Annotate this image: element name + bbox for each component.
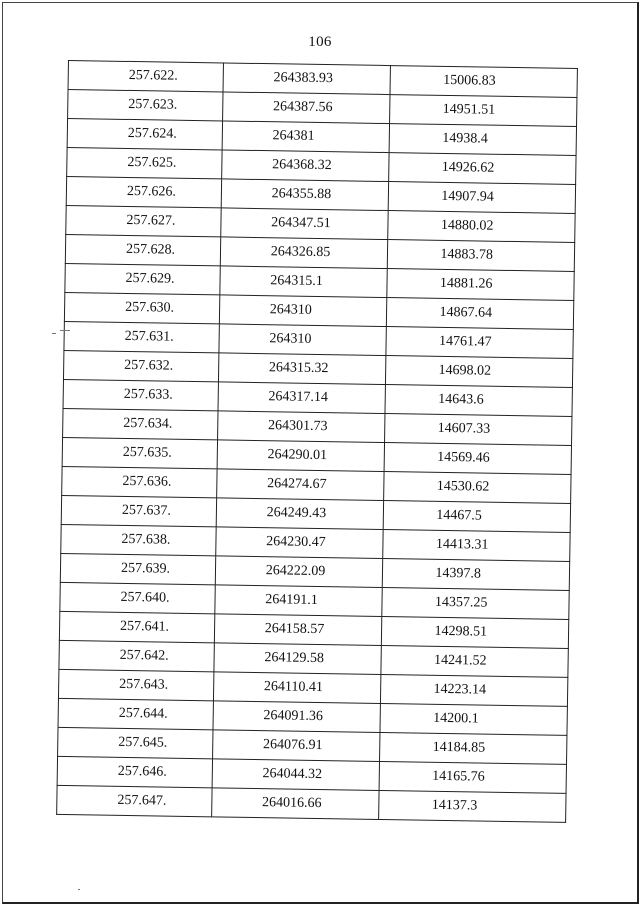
point-id-cell: 257.637. bbox=[61, 495, 216, 526]
x-coordinate-cell: 264387.56 bbox=[222, 92, 390, 124]
x-coordinate-cell: 264274.67 bbox=[216, 469, 384, 501]
point-id-cell: 257.625. bbox=[67, 147, 222, 178]
point-id-cell: 257.643. bbox=[58, 669, 213, 700]
y-coordinate-cell: 14951.51 bbox=[390, 95, 577, 127]
point-id-cell: 257.627. bbox=[66, 205, 221, 236]
point-id-cell: 257.644. bbox=[58, 698, 213, 729]
point-id-cell: 257.631. bbox=[64, 321, 219, 352]
y-coordinate-cell: 14137.3 bbox=[379, 790, 566, 822]
point-id-cell: 257.633. bbox=[63, 379, 218, 410]
point-id-cell: 257.623. bbox=[68, 90, 223, 121]
x-coordinate-cell: 264158.57 bbox=[214, 614, 382, 646]
y-coordinate-cell: 14881.26 bbox=[387, 269, 574, 301]
point-id-cell: 257.630. bbox=[64, 292, 219, 323]
x-coordinate-cell: 264315.1 bbox=[220, 266, 388, 298]
coordinates-table-body bbox=[57, 61, 578, 823]
x-coordinate-cell: 264230.47 bbox=[215, 527, 383, 559]
x-coordinate-cell: 264310 bbox=[219, 324, 387, 356]
point-id-cell: 257.635. bbox=[62, 437, 217, 468]
scan-artifact bbox=[78, 889, 80, 890]
x-coordinate-cell: 264347.51 bbox=[220, 208, 388, 240]
y-coordinate-cell: 14530.62 bbox=[384, 472, 571, 504]
point-id-cell: 257.634. bbox=[63, 408, 218, 439]
x-coordinate-cell: 264044.32 bbox=[212, 759, 380, 791]
point-id-cell: 257.629. bbox=[65, 263, 220, 294]
x-coordinate-cell: 264110.41 bbox=[213, 672, 381, 704]
y-coordinate-cell: 14298.51 bbox=[382, 617, 569, 649]
y-coordinate-cell: 14467.5 bbox=[384, 501, 571, 533]
point-id-cell: 257.636. bbox=[62, 466, 217, 497]
y-coordinate-cell: 14907.94 bbox=[389, 182, 576, 214]
x-coordinate-cell: 264381 bbox=[222, 121, 390, 153]
x-coordinate-cell: 264249.43 bbox=[216, 498, 384, 530]
point-id-cell: 257.646. bbox=[57, 756, 212, 787]
y-coordinate-cell: 14883.78 bbox=[388, 240, 575, 272]
x-coordinate-cell: 264290.01 bbox=[217, 440, 385, 472]
x-coordinate-cell: 264191.1 bbox=[215, 585, 383, 617]
x-coordinate-cell: 264383.93 bbox=[223, 63, 391, 95]
x-coordinate-cell: 264355.88 bbox=[221, 179, 389, 211]
point-id-cell: 257.640. bbox=[60, 582, 215, 613]
x-coordinate-cell: 264368.32 bbox=[221, 150, 389, 182]
y-coordinate-cell: 14223.14 bbox=[381, 674, 568, 706]
page-number: 106 bbox=[308, 34, 332, 50]
x-coordinate-cell: 264091.36 bbox=[213, 701, 381, 733]
y-coordinate-cell: 14938.4 bbox=[390, 124, 577, 156]
y-coordinate-cell: 14357.25 bbox=[382, 588, 569, 620]
point-id-cell: 257.626. bbox=[66, 176, 221, 207]
y-coordinate-cell: 15006.83 bbox=[390, 66, 577, 98]
point-id-cell: 257.647. bbox=[57, 785, 212, 816]
x-coordinate-cell: 264310 bbox=[219, 295, 387, 327]
y-coordinate-cell: 14184.85 bbox=[380, 732, 567, 764]
scan-artifact bbox=[60, 330, 70, 331]
coordinates-table bbox=[56, 60, 578, 823]
y-coordinate-cell: 14867.64 bbox=[387, 298, 574, 330]
point-id-cell: 257.639. bbox=[60, 553, 215, 584]
y-coordinate-cell: 14569.46 bbox=[385, 443, 572, 475]
point-id-cell: 257.638. bbox=[61, 524, 216, 555]
y-coordinate-cell: 14607.33 bbox=[385, 414, 572, 446]
point-id-cell: 257.641. bbox=[59, 611, 214, 642]
point-id-cell: 257.628. bbox=[65, 234, 220, 265]
y-coordinate-cell: 14397.8 bbox=[383, 559, 570, 591]
y-coordinate-cell: 14880.02 bbox=[388, 211, 575, 243]
point-id-cell: 257.645. bbox=[58, 727, 213, 758]
y-coordinate-cell: 14761.47 bbox=[386, 327, 573, 359]
y-coordinate-cell: 14413.31 bbox=[383, 530, 570, 562]
point-id-cell: 257.632. bbox=[63, 350, 218, 381]
scan-artifact bbox=[52, 333, 56, 334]
x-coordinate-cell: 264222.09 bbox=[215, 556, 383, 588]
y-coordinate-cell: 14200.1 bbox=[380, 703, 567, 735]
y-coordinate-cell: 14643.6 bbox=[385, 385, 572, 417]
x-coordinate-cell: 264076.91 bbox=[212, 730, 380, 762]
y-coordinate-cell: 14698.02 bbox=[386, 356, 573, 388]
x-coordinate-cell: 264315.32 bbox=[218, 353, 386, 385]
y-coordinate-cell: 14241.52 bbox=[381, 646, 568, 678]
y-coordinate-cell: 14926.62 bbox=[389, 153, 576, 185]
x-coordinate-cell: 264301.73 bbox=[217, 411, 385, 443]
point-id-cell: 257.642. bbox=[59, 640, 214, 671]
y-coordinate-cell: 14165.76 bbox=[380, 761, 567, 793]
x-coordinate-cell: 264129.58 bbox=[214, 643, 382, 675]
x-coordinate-cell: 264326.85 bbox=[220, 237, 388, 269]
x-coordinate-cell: 264016.66 bbox=[211, 788, 379, 820]
point-id-cell: 257.624. bbox=[67, 119, 222, 150]
point-id-cell: 257.622. bbox=[68, 61, 223, 92]
x-coordinate-cell: 264317.14 bbox=[218, 382, 386, 414]
